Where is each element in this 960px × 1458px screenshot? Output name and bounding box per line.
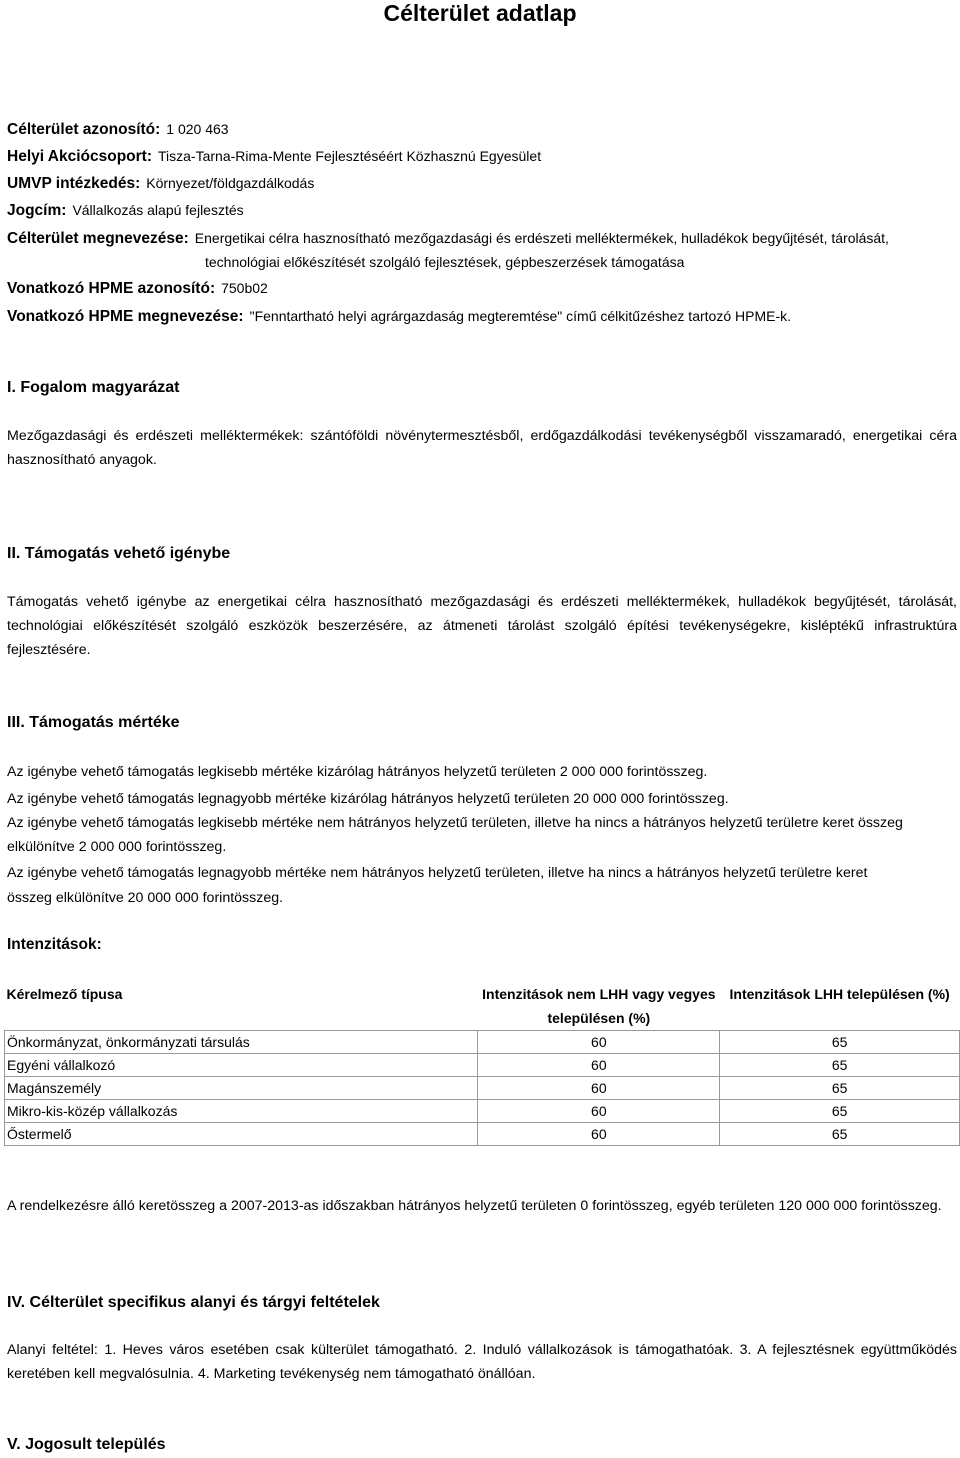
cell-lhh: 65 (720, 1054, 960, 1077)
cell-lhh: 65 (720, 1031, 960, 1054)
hacs-label: Helyi Akciócsoport: (7, 148, 152, 165)
section-3-max-other-line1: Az igénybe vehető támogatás legnagyobb mértéke nem hátrányos helyzetű területen, illetve ha nincs a hátrányos helyzetű területre keret (7, 865, 868, 881)
intensity-table (4, 980, 960, 1146)
table-row (5, 1100, 960, 1123)
meta-hacs (7, 143, 957, 170)
table-row (5, 1123, 960, 1146)
table-header-row (5, 980, 960, 1031)
cell-non-lhh: 60 (478, 1077, 720, 1100)
meta-hpme-megnevezes (7, 303, 957, 330)
table-row (5, 1031, 960, 1054)
umvp-value: Környezet/földgazdálkodás (146, 175, 315, 191)
cell-non-lhh: 60 (478, 1054, 720, 1077)
section-3-max-lhh: Az igénybe vehető támogatás legnagyobb mértéke kizárólag hátrányos helyzetű területen 20 000 000 forintösszeg. (7, 791, 729, 807)
section-3-heading: III. Támogatás mértéke (7, 714, 180, 731)
section-1-heading: I. Fogalom magyarázat (7, 379, 180, 396)
budget-text: A rendelkezésre álló keretösszeg a 2007-2013-as időszakban hátrányos helyzetű területen 0 forintösszeg, egyéb területen 120 000 000 forintösszeg. (7, 1198, 942, 1214)
meta-jogcim (7, 197, 957, 224)
cell-type: Mikro-kis-közép vállalkozás (5, 1100, 478, 1123)
meta-azonosito (7, 116, 957, 143)
umvp-label: UMVP intézkedés: (7, 175, 141, 192)
azonosito-value: 1 020 463 (166, 121, 229, 137)
intensity-heading: Intenzitások: (7, 936, 102, 953)
azonosito-label: Célterület azonosító: (7, 121, 161, 138)
table-row (5, 1077, 960, 1100)
hpme-megnevezes-label: Vonatkozó HPME megnevezése: (7, 308, 244, 325)
cell-lhh: 65 (720, 1077, 960, 1100)
jogcim-label: Jogcím: (7, 202, 67, 219)
table-row (5, 1054, 960, 1077)
cell-non-lhh: 60 (478, 1031, 720, 1054)
megnevezes-label: Célterület megnevezése: (7, 230, 189, 247)
megnevezes-value-line2: technológiai előkészítését szolgáló fejlesztések, gépbeszerzések támogatása (205, 254, 685, 270)
megnevezes-value-line1: Energetikai célra hasznosítható mezőgazdasági és erdészeti melléktermékek, hulladékok begyűjtését, tárolását, (194, 230, 889, 246)
cell-non-lhh: 60 (478, 1100, 720, 1123)
section-3-min-lhh: Az igénybe vehető támogatás legkisebb mértéke kizárólag hátrányos helyzetű területen 2 000 000 forintösszeg. (7, 764, 708, 780)
col-header-lhh: Intenzitások LHH településen (%) (729, 986, 950, 1002)
section-4-heading: IV. Célterület specifikus alanyi és tárgyi feltételek (7, 1294, 380, 1311)
hacs-value: Tisza-Tarna-Rima-Mente Fejlesztéséért Közhasznú Egyesület (158, 148, 542, 164)
col-header-type: Kérelmező típusa (6, 986, 123, 1002)
cell-non-lhh: 60 (478, 1123, 720, 1146)
jogcim-value: Vállalkozás alapú fejlesztés (72, 202, 244, 218)
cell-type: Őstermelő (5, 1123, 478, 1146)
cell-type: Magánszemély (5, 1077, 478, 1100)
cell-type: Önkormányzat, önkormányzati társulás (5, 1031, 478, 1054)
hpme-azonosito-value: 750b02 (221, 280, 268, 296)
col-header-non-lhh: Intenzitások nem LHH vagy vegyes településen (%) (482, 986, 716, 1026)
cell-lhh: 65 (720, 1100, 960, 1123)
section-4-text: Alanyi feltétel: 1. Heves város esetében csak külterület támogatható. 2. Induló vállalkozások is támogathatóak. 3. A fejlesztésnek együttműködés keretében kell megvalósulnia. 4. Marketing tevékenység nem támogatható önállóan. (7, 1342, 957, 1382)
section-3-min-other: Az igénybe vehető támogatás legkisebb mértéke nem hátrányos helyzetű területen, illetve ha nincs a hátrányos helyzetű területre keret összeg elkülönítve 2 000 000 forintösszeg. (7, 815, 903, 855)
meta-hpme-azonosito (7, 275, 957, 302)
hpme-azonosito-label: Vonatkozó HPME azonosító: (7, 280, 216, 297)
section-5-heading: V. Jogosult település (7, 1436, 166, 1453)
section-2-heading: II. Támogatás vehető igénybe (7, 545, 231, 562)
section-2-text: Támogatás vehető igénybe az energetikai célra hasznosítható mezőgazdasági és erdészeti melléktermékek, hulladékok begyűjtését, tárolását, technológiai előkészítését szolgáló eszközök beszerzésére, az átmeneti tárolást szolgáló építési tevékenységekre, kisléptékű infrastruktúra fejlesztésére. (7, 594, 957, 658)
section-3-max-other-line2: összeg elkülönítve 20 000 000 forintösszeg. (7, 890, 284, 906)
meta-umvp (7, 170, 957, 197)
cell-lhh: 65 (720, 1123, 960, 1146)
page-title: Célterület adatlap (383, 0, 577, 26)
meta-megnevezes (7, 225, 957, 277)
cell-type: Egyéni vállalkozó (5, 1054, 478, 1077)
section-1-text: Mezőgazdasági és erdészeti melléktermékek: szántóföldi növénytermesztésből, erdőgazdálkodási tevékenységből visszamaradó, energetikai céra hasznosítható anyagok. (7, 428, 957, 468)
hpme-megnevezes-value: "Fenntartható helyi agrárgazdaság megteremtése" című célkitűzéshez tartozó HPME-k. (249, 308, 791, 324)
